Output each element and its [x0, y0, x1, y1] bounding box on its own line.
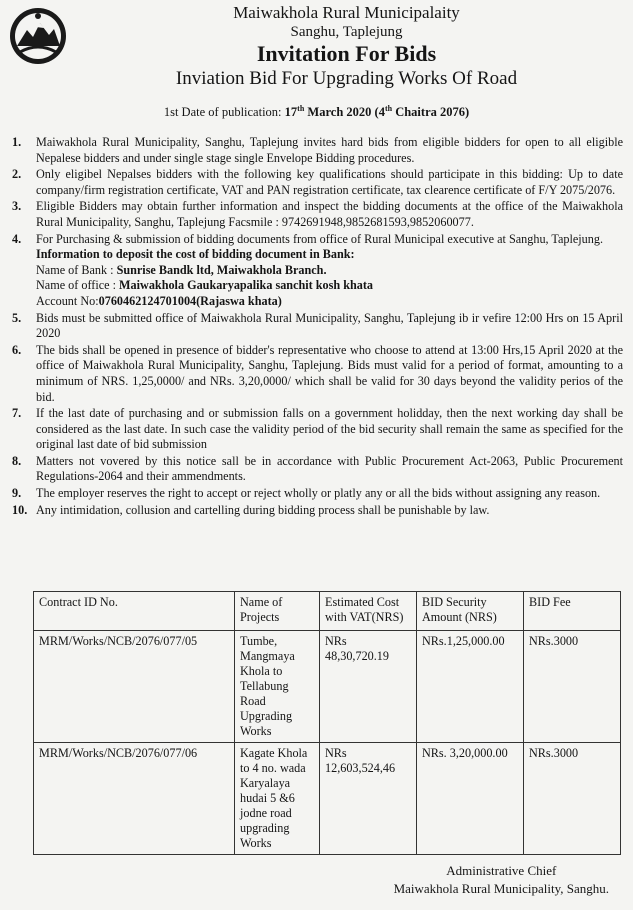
cell-bid-fee: NRs.3000	[524, 631, 621, 743]
table-row	[34, 743, 621, 855]
cell-bid-security: NRs. 3,20,000.00	[417, 743, 524, 855]
cell-bid-fee: NRs.3000	[524, 743, 621, 855]
notice-item: 5. Bids must be submitted office of Maiwakhola Rural Municipality, Sanghu, Taplejung ib ir vefire 12:00 Hrs on 15 April 2020	[12, 310, 623, 341]
municipality-emblem-icon	[8, 6, 68, 66]
signatory-title: Administrative Chief	[446, 863, 557, 878]
bank-info	[36, 247, 623, 309]
signatory-org: Maiwakhola Rural Municipality, Sanghu.	[393, 881, 609, 896]
notice-item: 10. Any intimidation, collusion and cartelling during bidding process shall be punishable by law.	[12, 502, 490, 517]
signature-block	[394, 862, 609, 898]
notice-subtitle: Inviation Bid For Upgrading Works Of Road	[175, 68, 518, 89]
cell-project-name: Tumbe, Mangmaya Khola to Tellabung Road Upgrading Works	[235, 631, 320, 743]
cell-estimated-cost: NRs 12,603,524,46	[320, 743, 417, 855]
cell-contract-id: MRM/Works/NCB/2076/077/05	[34, 631, 235, 743]
notice-item: 2. Only eligibel Nepalses bidders with the following key qualifications should participate in this bidding: Up to date company/firm registration certificate, VAT and PAN registration certificate, tax clearence certificate of F/Y 2075/2076.	[12, 167, 623, 197]
notice-item: 1. Maiwakhola Rural Municipality, Sanghu, Taplejung invites hard bids from eligible bidders for open to all eligible Nepalese bidders and under single stage single Envelope Bidding procedures.	[12, 135, 623, 165]
notice-header	[60, 3, 633, 91]
table-header-row	[34, 592, 621, 631]
notice-title: Invitation For Bids	[256, 41, 437, 66]
account-number: Account No:0760462124701004(Rajaswa khata)	[36, 293, 282, 308]
org-name: Maiwakhola Rural Municipalaity	[233, 3, 460, 22]
cell-bid-security: NRs.1,25,000.00	[417, 631, 524, 743]
notice-item: 6. The bids shall be opened in presence of bidder's representative who choose to attend at 13:00 Hrs,15 April 2020 at the office of Maiwakhola Rural Municipality, Sanghu, Taplejung. Bids must valid for a period of format, amounting to a minimum of NRS. 1,25,0000/ and NRs. 3,20,0000/ which shall be valid for 30 days beyond the validity perios of the bid.	[12, 342, 623, 404]
notice-items	[12, 135, 623, 519]
notice-item: 8. Matters not vovered by this notice sall be in accordance with Public Procurement Act-2063, Public Procurement Regulations-2064 and their ammendments.	[12, 453, 623, 484]
notice-item: 9. The employer reserves the right to accept or reject wholly or platly any or all the bids without assigning any reason.	[12, 486, 601, 501]
col-estimated-cost: Estimated Cost with VAT(NRS)	[320, 592, 417, 631]
notice-item: 4. For Purchasing & submission of bidding documents from office of Rural Municipal executive at Sanghu, Taplejung. Information to deposit the cost of bidding document in Bank: Name of Bank : Sunrise Bandk ltd, Maiwakhola Branch. Name of office : Maiwakhola Gaukaryapalika sanchit kosh khata Account No:0760462124701004(Rajaswa khata)	[12, 232, 623, 310]
bank-info-heading: Information to deposit the cost of bidding document in Bank:	[36, 247, 355, 262]
publication-date: 1st Date of publication: 17th March 2020 (4th Chaitra 2076)	[163, 104, 470, 120]
col-bid-security: BID Security Amount (NRS)	[417, 592, 524, 631]
bank-name: Name of Bank : Sunrise Bandk ltd, Maiwakhola Branch.	[36, 262, 327, 277]
col-bid-fee: BID Fee	[524, 592, 621, 631]
cell-project-name: Kagate Khola to 4 no. wada Karyalaya hudai 5 &6 jodne road upgrading Works	[235, 743, 320, 855]
col-project-name: Name of Projects	[235, 592, 320, 631]
notice-item: 7. If the last date of purchasing and or submission falls on a government holidday, then the next working day shall be considered as the last date. In such case the validity period of the bid security shall remain the same as specified for the original last date of bid submission	[12, 406, 623, 452]
cell-estimated-cost: NRs 48,30,720.19	[320, 631, 417, 743]
office-name: Name of office : Maiwakhola Gaukaryapalika sanchit kosh khata	[36, 278, 374, 293]
contracts-table	[33, 591, 621, 855]
cell-contract-id: MRM/Works/NCB/2076/077/06	[34, 743, 235, 855]
org-location: Sanghu, Taplejung	[290, 24, 403, 40]
table-row	[34, 631, 621, 743]
col-contract-id: Contract ID No.	[34, 592, 235, 631]
notice-item: 3. Eligible Bidders may obtain further information and inspect the bidding documents at the office of the Maiwakhola Rural Municipality, Sanghu, Taplejung Facsmile : 9742691948,9852681593,9852060077.	[12, 199, 623, 229]
